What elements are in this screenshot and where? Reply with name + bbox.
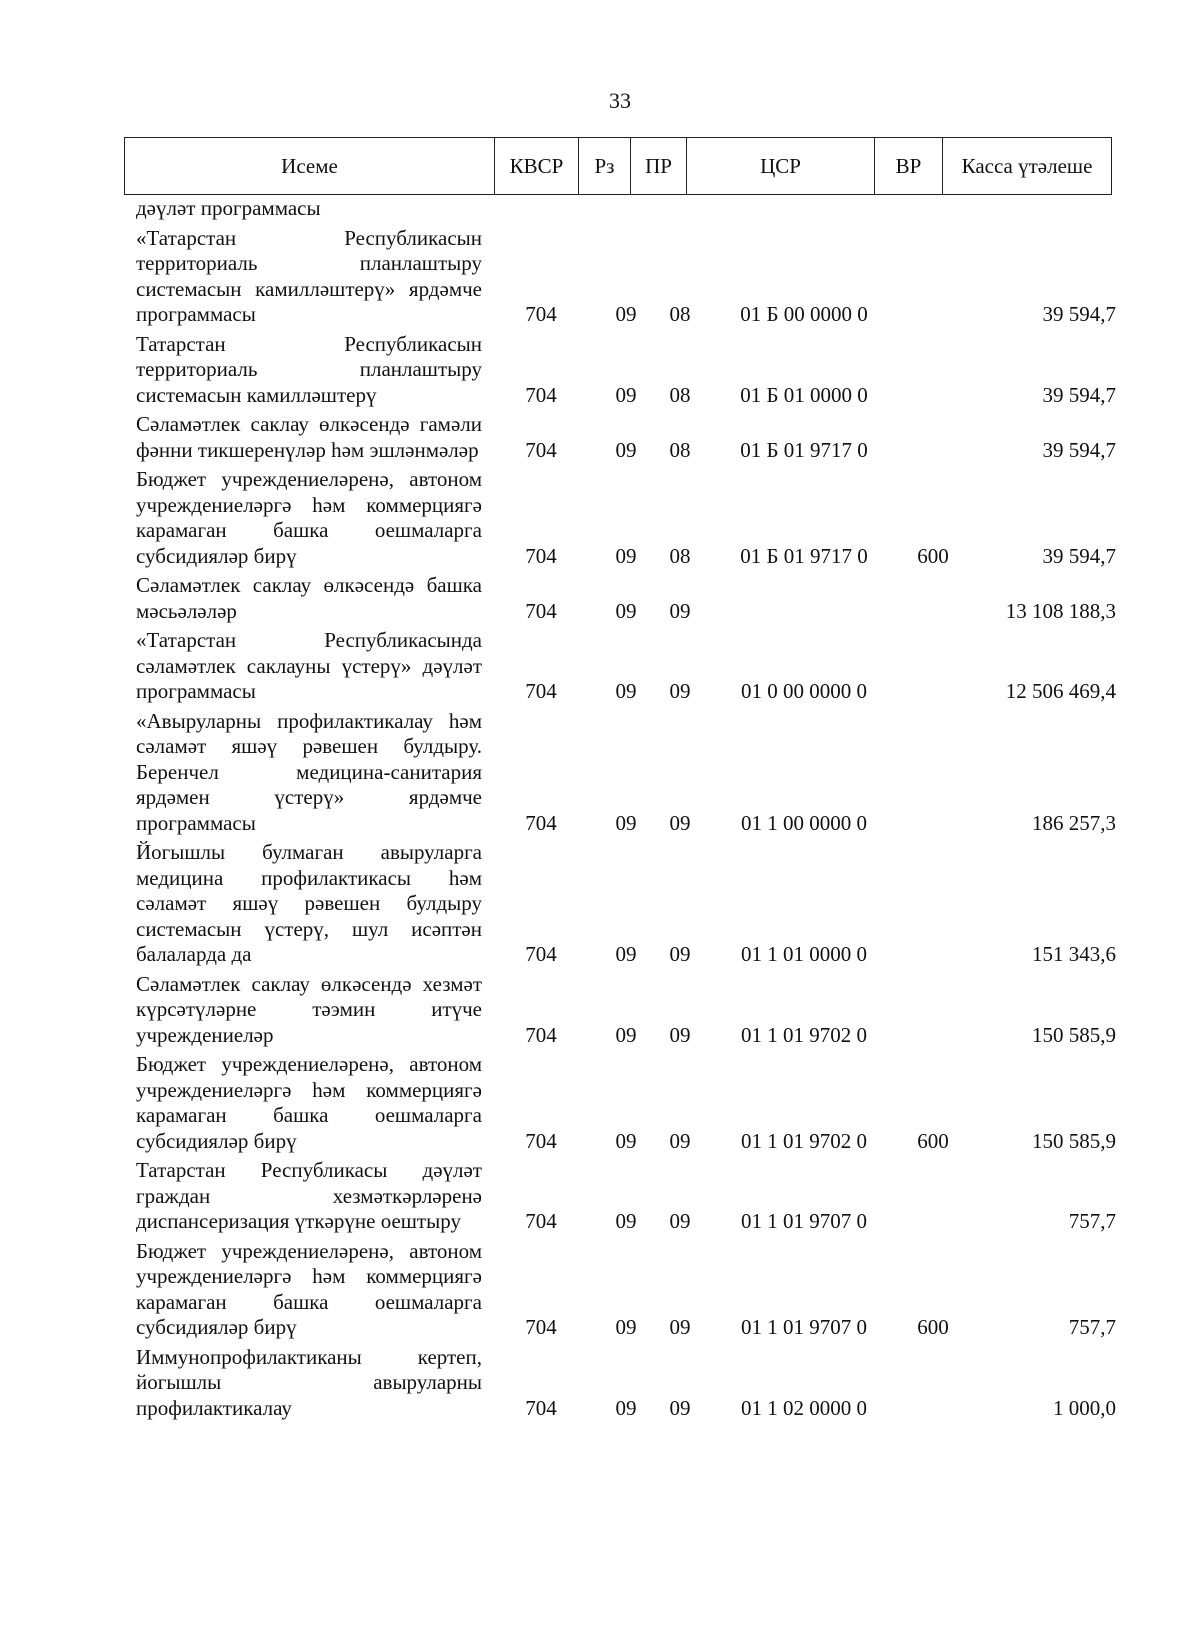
row-name: Бюджет учреждениеләренә, автоном учреждениеләргә һәм коммерциягә карамаган башка оешмаларга субсидияләр бирү bbox=[136, 1052, 482, 1153]
row-kvsr: 704 bbox=[525, 1209, 557, 1233]
row-pr: 08 bbox=[669, 543, 691, 568]
row-csr: 01 Б 00 0000 0 bbox=[740, 302, 868, 326]
row-name: «Авыруларны профилактикалау һәм сәламәт яшәү рәвешен булдыру. Беренчел медицина-санитария ярдәмен үстерү» ярдәмче программасы bbox=[136, 708, 482, 835]
row-sum: 39 594,7 bbox=[1042, 543, 1116, 568]
row-pr: 08 bbox=[669, 437, 691, 462]
row-name: «Татарстан Республикасын территориаль планлаштыру системасын камилләштерү» ярдәмче программасы bbox=[136, 225, 482, 326]
row-pr: 09 bbox=[669, 1209, 691, 1233]
row-sum: 1 000,0 bbox=[1053, 1395, 1116, 1420]
row-rz: 09 bbox=[615, 942, 637, 966]
row-sum: 39 594,7 bbox=[1042, 302, 1116, 326]
row-kvsr: 704 bbox=[525, 598, 557, 623]
header-pr: ПР bbox=[631, 138, 687, 194]
row-sum: 150 585,9 bbox=[1032, 1128, 1116, 1153]
table-row bbox=[136, 226, 1116, 332]
row-rz: 09 bbox=[615, 1128, 637, 1153]
table-row bbox=[136, 1345, 1116, 1426]
row-rz: 09 bbox=[615, 1209, 637, 1233]
row-name: Сәламәтлек саклау өлкәсендә хезмәт күрсәтүләрне тәэмин итүче учреждениеләр bbox=[136, 971, 482, 1047]
row-pr: 09 bbox=[669, 679, 691, 703]
row-rz: 09 bbox=[615, 1022, 637, 1047]
table-row bbox=[136, 412, 1116, 467]
row-csr: 01 1 01 9707 0 bbox=[741, 1209, 867, 1233]
row-kvsr: 704 bbox=[525, 1315, 557, 1339]
row-rz: 09 bbox=[615, 437, 637, 462]
row-kvsr: 704 bbox=[525, 437, 557, 462]
row-sum: 186 257,3 bbox=[1032, 810, 1116, 835]
row-sum: 150 585,9 bbox=[1032, 1022, 1116, 1047]
row-pr: 09 bbox=[669, 810, 691, 835]
row-csr: 01 Б 01 9717 0 bbox=[740, 437, 868, 462]
row-kvsr: 704 bbox=[525, 382, 557, 407]
row-vr: 600 bbox=[917, 1315, 949, 1339]
row-csr: 01 1 01 9702 0 bbox=[741, 1022, 867, 1047]
row-pr: 09 bbox=[669, 1315, 691, 1339]
row-sum: 13 108 188,3 bbox=[1005, 598, 1116, 623]
row-pr: 09 bbox=[669, 1022, 691, 1047]
table-row bbox=[136, 332, 1116, 413]
row-kvsr: 704 bbox=[525, 1395, 557, 1420]
row-csr: 01 1 01 9707 0 bbox=[741, 1315, 867, 1339]
table-body bbox=[136, 196, 1116, 1425]
page-number: 33 bbox=[609, 88, 631, 113]
row-kvsr: 704 bbox=[525, 679, 557, 703]
header-kassa: Касса үтәлеше bbox=[961, 153, 1093, 178]
header-kvsr: КВСР bbox=[495, 138, 579, 194]
row-rz: 09 bbox=[615, 1315, 637, 1339]
table-header bbox=[124, 137, 1112, 195]
header-name: Исеме bbox=[125, 138, 495, 194]
row-name: Йогышлы булмаган авыруларга медицина профилактикасы һәм сәламәт яшәү рәвешен булдыру системасын үстерү, шул исәптән балаларда да bbox=[136, 840, 482, 966]
row-sum: 757,7 bbox=[1068, 1209, 1116, 1233]
row-pr: 09 bbox=[669, 598, 691, 623]
row-kvsr: 704 bbox=[525, 1128, 557, 1153]
table-row bbox=[136, 709, 1116, 841]
row-rz: 09 bbox=[615, 302, 637, 326]
row-sum: 151 343,6 bbox=[1032, 942, 1116, 966]
row-pr: 08 bbox=[669, 302, 691, 326]
header-vr: ВР bbox=[875, 138, 943, 194]
row-kvsr: 704 bbox=[525, 302, 557, 326]
row-csr: 01 Б 01 0000 0 bbox=[740, 382, 868, 407]
row-csr: 01 1 01 0000 0 bbox=[741, 942, 867, 966]
row-kvsr: 704 bbox=[525, 810, 557, 835]
row-rz: 09 bbox=[615, 543, 637, 568]
table-row bbox=[136, 1052, 1116, 1158]
row-rz: 09 bbox=[615, 679, 637, 703]
row-vr: 600 bbox=[917, 543, 949, 568]
row-rz: 09 bbox=[615, 598, 637, 623]
row-pr: 09 bbox=[669, 1395, 691, 1420]
row-csr: 01 0 00 0000 0 bbox=[741, 679, 867, 703]
row-name: Сәламәтлек саклау өлкәсендә башка мәсьәләләр bbox=[136, 573, 482, 623]
row-pr: 09 bbox=[669, 942, 691, 966]
row-pr: 08 bbox=[669, 382, 691, 407]
row-name: Сәламәтлек саклау өлкәсендә гамәли фәнни тикшеренүләр һәм эшләнмәләр bbox=[136, 412, 482, 462]
row-name: Татарстан Республикасын территориаль планлаштыру системасын камилләштерү bbox=[136, 331, 482, 407]
row-vr: 600 bbox=[917, 1128, 949, 1153]
table-row bbox=[136, 573, 1116, 628]
row-name: дәүләт программасы bbox=[136, 196, 321, 220]
table-row bbox=[136, 196, 1116, 226]
row-rz: 09 bbox=[615, 382, 637, 407]
row-csr: 01 1 00 0000 0 bbox=[741, 810, 867, 835]
table-row bbox=[136, 840, 1116, 972]
row-csr: 01 1 02 0000 0 bbox=[741, 1395, 867, 1420]
row-name: «Татарстан Республикасында сәламәтлек саклауны үстерү» дәүләт программасы bbox=[136, 628, 482, 703]
row-sum: 12 506 469,4 bbox=[1005, 679, 1116, 703]
table-row bbox=[136, 1239, 1116, 1345]
row-kvsr: 704 bbox=[525, 942, 557, 966]
table-row bbox=[136, 972, 1116, 1053]
row-csr: 01 Б 01 9717 0 bbox=[740, 543, 868, 568]
row-sum: 39 594,7 bbox=[1042, 382, 1116, 407]
row-name: Бюджет учреждениеләренә, автоном учреждениеләргә һәм коммерциягә карамаган башка оешмаларга субсидияләр бирү bbox=[136, 1238, 482, 1339]
row-pr: 09 bbox=[669, 1128, 691, 1153]
table-row bbox=[136, 628, 1116, 709]
header-csr: ЦСР bbox=[687, 138, 875, 194]
row-rz: 09 bbox=[615, 810, 637, 835]
row-sum: 39 594,7 bbox=[1042, 437, 1116, 462]
row-name: Татарстан Республикасы дәүләт граждан хезмәткәрләренә диспансеризация үткәрүне оештыру bbox=[136, 1158, 482, 1233]
table-row bbox=[136, 1158, 1116, 1239]
row-csr: 01 1 01 9702 0 bbox=[741, 1128, 867, 1153]
row-kvsr: 704 bbox=[525, 543, 557, 568]
row-name: Бюджет учреждениеләренә, автоном учреждениеләргә һәм коммерциягә карамаган башка оешмаларга субсидияләр бирү bbox=[136, 467, 482, 568]
row-rz: 09 bbox=[615, 1395, 637, 1420]
row-sum: 757,7 bbox=[1068, 1315, 1116, 1339]
row-name: Иммунопрофилактиканы кертеп, йогышлы авыруларны профилактикалау bbox=[136, 1344, 482, 1420]
table-row bbox=[136, 467, 1116, 573]
header-rz: Рз bbox=[579, 138, 631, 194]
row-kvsr: 704 bbox=[525, 1022, 557, 1047]
